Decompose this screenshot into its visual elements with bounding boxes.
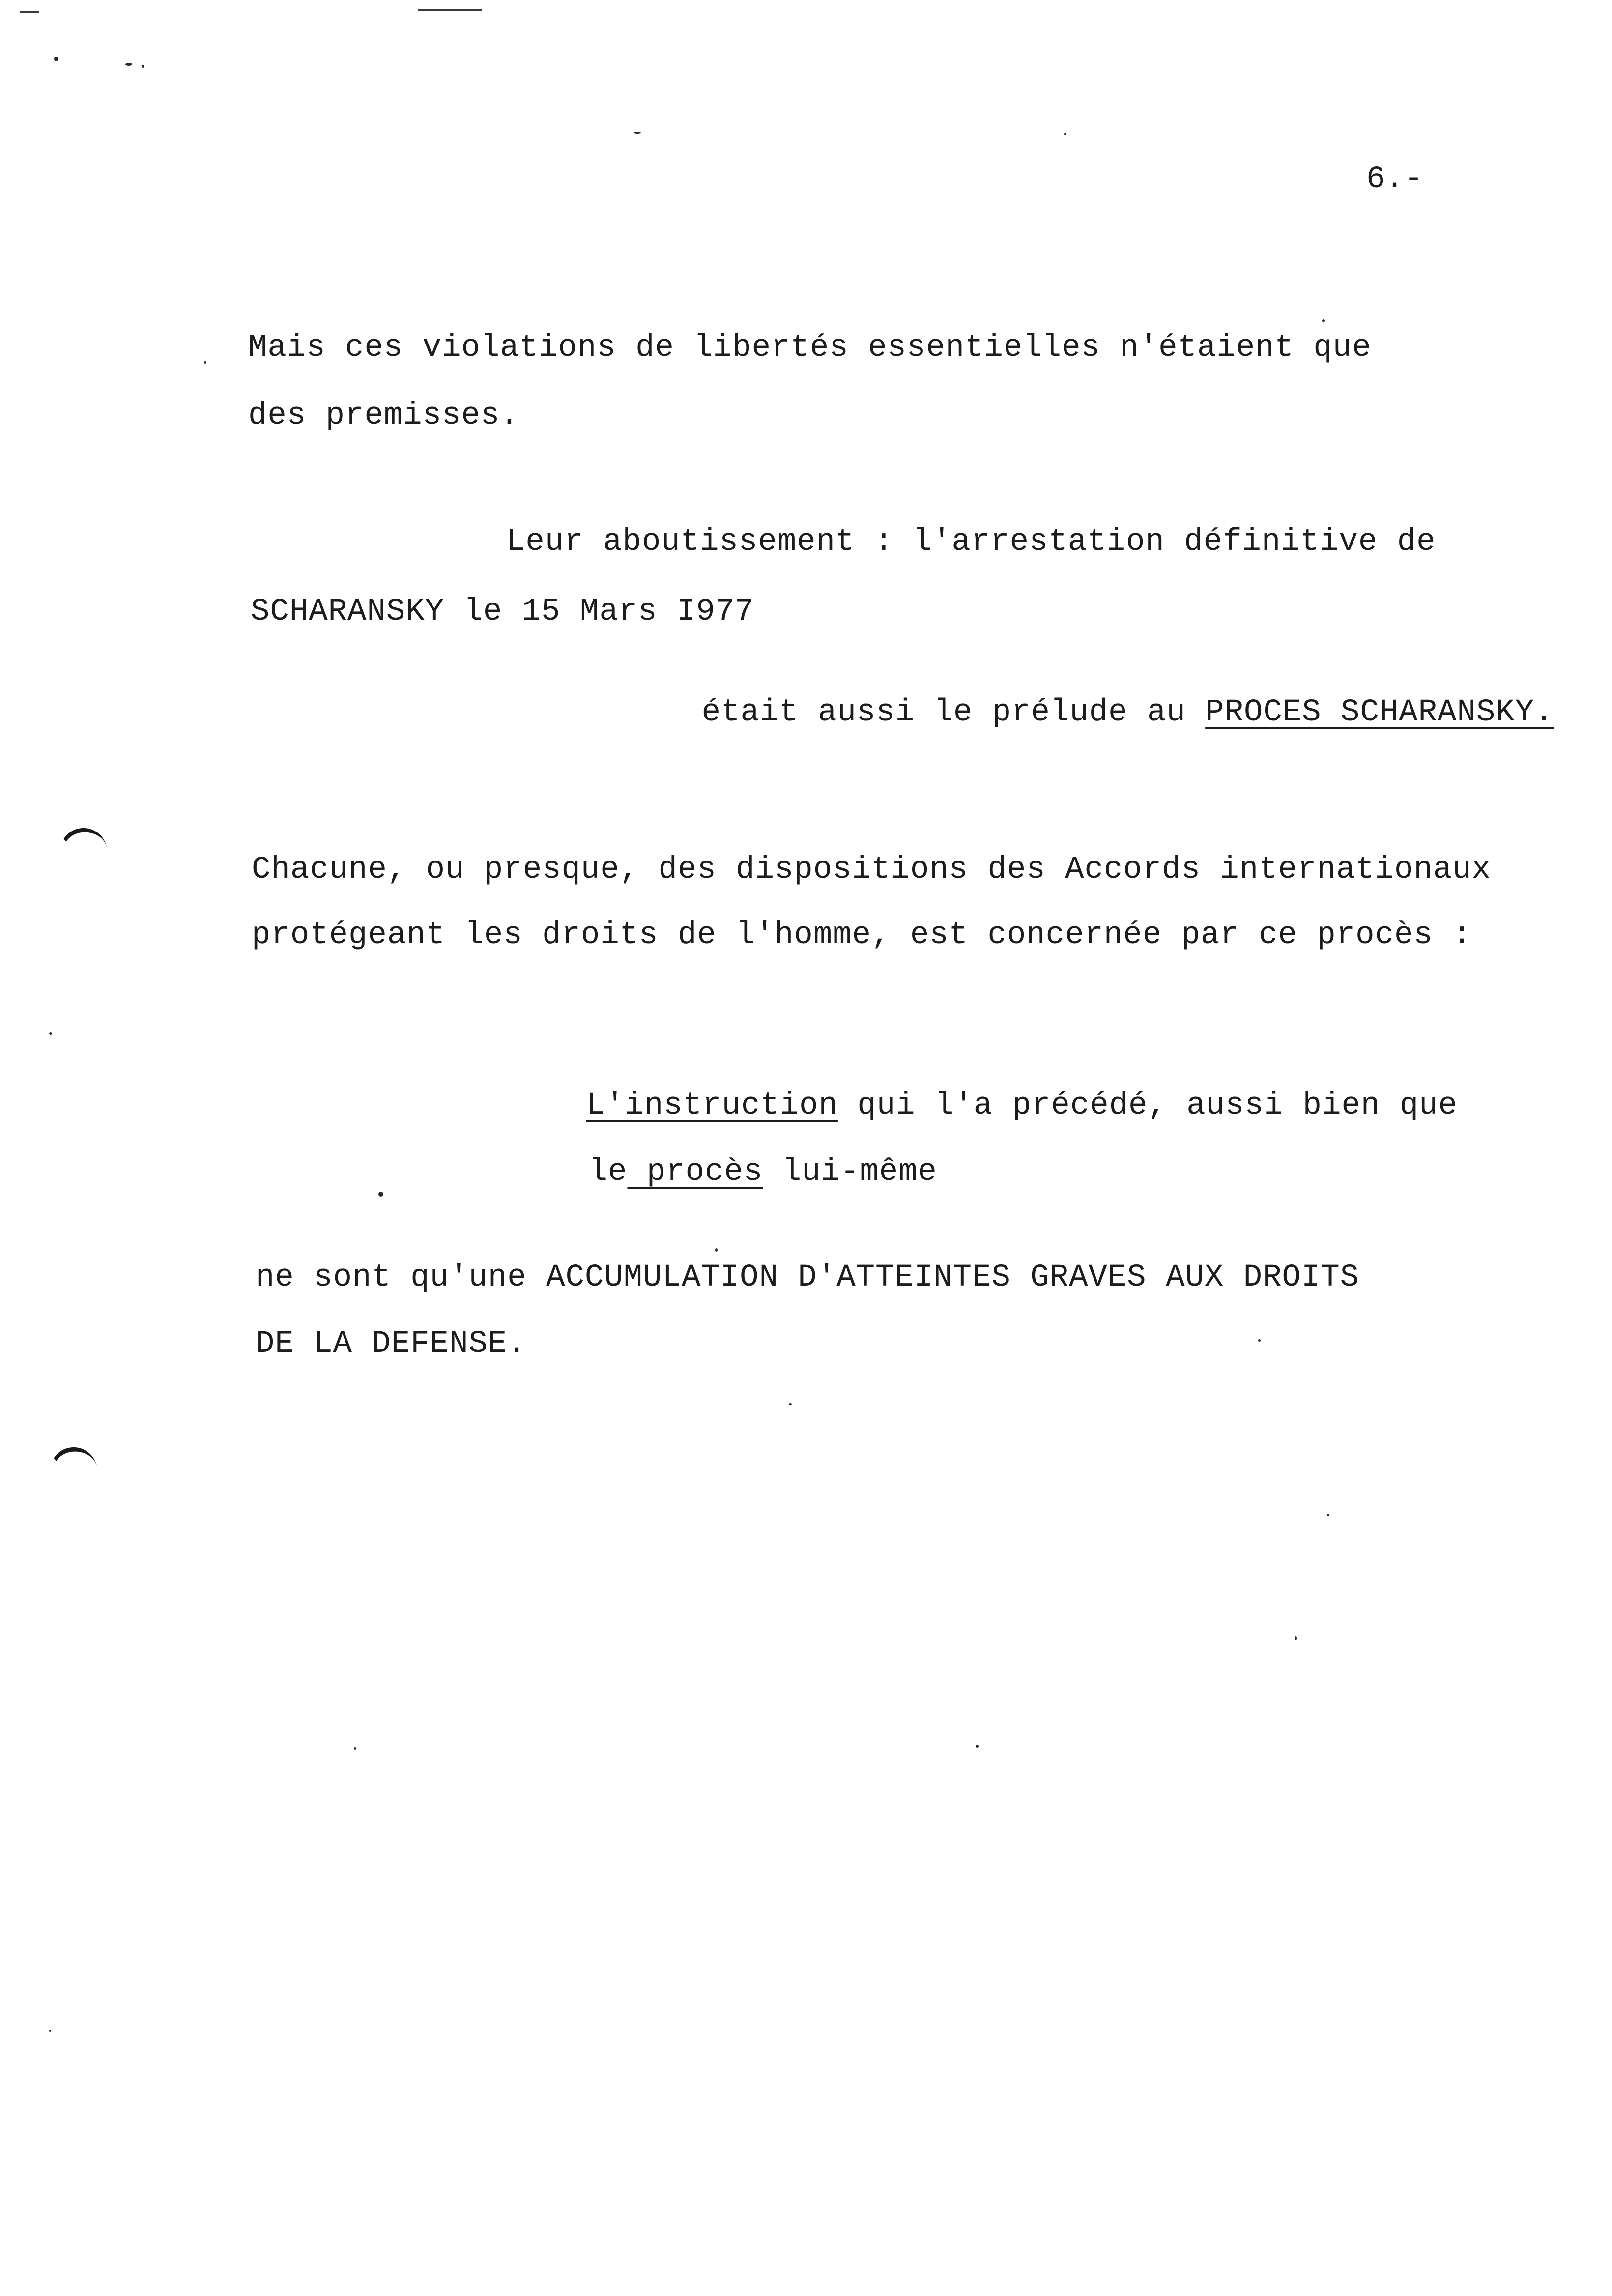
- scan-speck: [1295, 1636, 1297, 1640]
- scan-speck: [204, 361, 206, 364]
- scan-speck: [715, 1248, 718, 1252]
- instruction-underlined: L'instruction: [586, 1088, 838, 1123]
- scan-speck: [378, 1192, 383, 1197]
- scan-speck: [1258, 1339, 1261, 1342]
- scan-speck: [1064, 133, 1066, 135]
- punch-hole-mark: [57, 825, 109, 865]
- punch-hole-mark: [47, 1444, 99, 1485]
- scan-speck: [976, 1745, 979, 1748]
- page-number: 6.-: [1366, 162, 1423, 197]
- scan-mark: [418, 9, 482, 11]
- proces-underlined: procès: [627, 1154, 763, 1190]
- scan-speck: [1322, 319, 1325, 322]
- proces-scharansky-heading: PROCES SCHARANSKY.: [1205, 695, 1554, 730]
- paragraph-2-line-3: [624, 654, 1554, 772]
- scan-speck: [49, 1032, 52, 1035]
- paragraph-2-line-2: SCHARANSKY le 15 Mars I977: [251, 594, 754, 630]
- paragraph-4-line-1-text: qui l'a précédé, aussi bien que: [837, 1088, 1458, 1123]
- scan-speck: [54, 57, 58, 61]
- paragraph-1-line-2: des premisses.: [248, 398, 519, 433]
- paragraph-1-line-1: Mais ces violations de libertés essentielles n'étaient que: [248, 330, 1372, 366]
- paragraph-4-line-2: [511, 1113, 937, 1231]
- scan-speck: [1327, 1514, 1329, 1516]
- paragraph-5-line-1: ne sont qu'une ACCUMULATION D'ATTEINTES GRAVES AUX DROITS: [256, 1260, 1360, 1295]
- scan-mark: [20, 11, 39, 13]
- scan-speck: [634, 132, 641, 134]
- scan-speck: [125, 63, 132, 66]
- scan-speck: [354, 1747, 356, 1750]
- scan-speck: [789, 1403, 792, 1405]
- paragraph-3-line-2: protégeant les droits de l'homme, est concernée par ce procès :: [252, 918, 1472, 953]
- paragraph-4-line-2-text: lui-même: [763, 1154, 937, 1190]
- scan-speck: [142, 65, 144, 68]
- paragraph-4-line-2-prefix: le: [588, 1154, 628, 1190]
- scan-speck: [49, 2030, 51, 2032]
- paragraph-5-line-2: DE LA DEFENSE.: [256, 1326, 527, 1362]
- paragraph-2-line-3-text: était aussi le prélude au: [701, 695, 1206, 730]
- paragraph-3-line-1: Chacune, ou presque, des dispositions des Accords internationaux: [252, 852, 1491, 888]
- paragraph-2-line-1: Leur aboutissement : l'arrestation définitive de: [506, 524, 1436, 560]
